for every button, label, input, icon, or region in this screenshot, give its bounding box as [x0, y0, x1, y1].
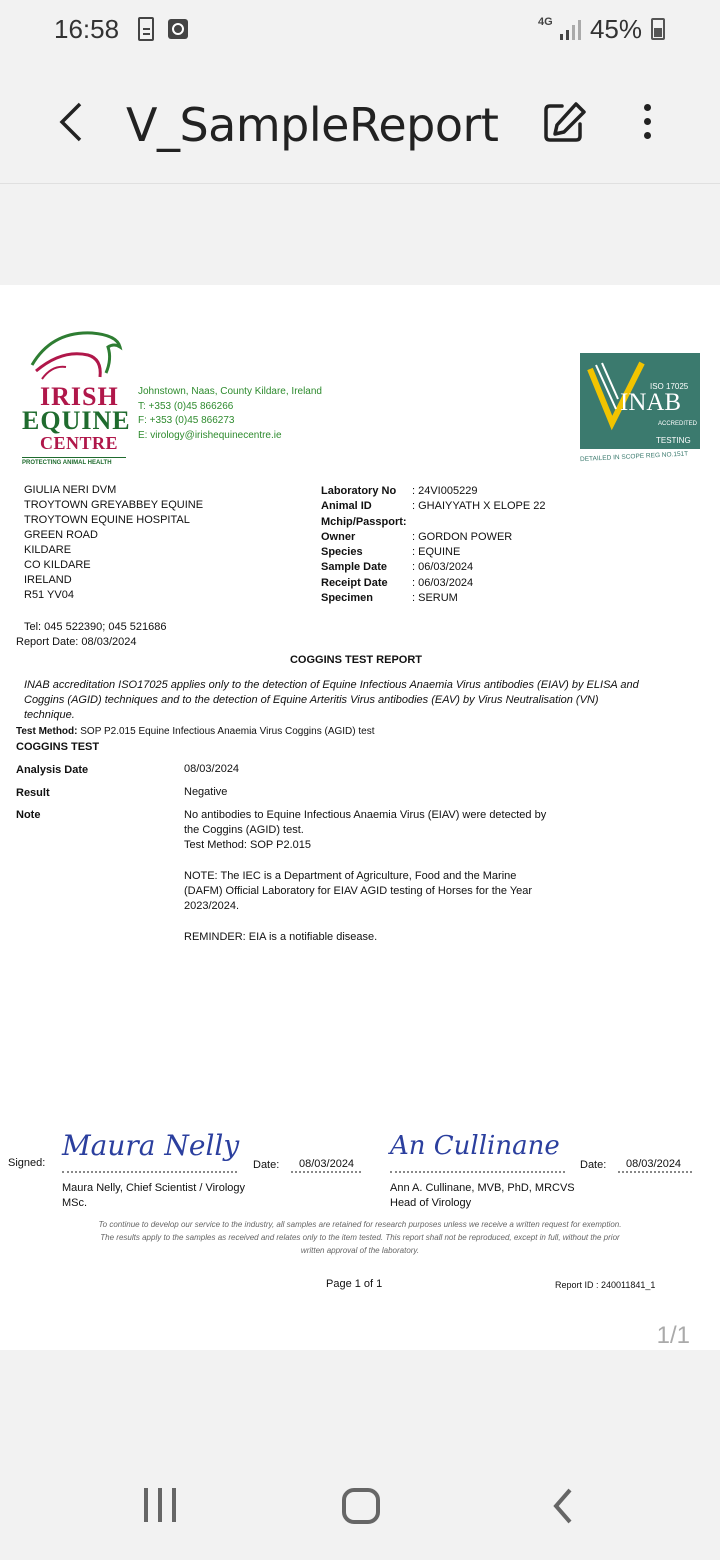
clipboard-icon — [138, 17, 154, 41]
lab-fax: F: +353 (0)45 866273 — [138, 415, 235, 426]
analysis-date-value: 08/03/2024 — [184, 763, 240, 775]
battery-icon — [651, 18, 665, 40]
inab-logo: ISO 17025 INAB ACCREDITED TESTING DETAILED IN SCOPE REG NO.151T — [580, 353, 700, 463]
reminder-text: REMINDER: EIA is a notifiable disease. — [184, 931, 378, 943]
navigation-bar — [0, 1352, 720, 1560]
report-title: COGGINS TEST REPORT — [289, 654, 422, 666]
lab-email: E: virology@irishequinecentre.ie — [138, 430, 282, 441]
result-label: Result — [16, 787, 50, 799]
signal-icon — [560, 18, 582, 40]
accreditation-note: INAB accreditation ISO17025 applies only to the detection of Equine Infectious Anaemia Virus antibodies (EIAV) by ELISA and Coggins (AGID) techniques and to the detection of Equine Arteritis Virus antibodies (EAV) by Virus Neutralisation (VN) technique. — [24, 679, 639, 721]
battery-percent: 45% — [589, 14, 642, 44]
test-method: Test Method: SOP P2.015 Equine Infectious Anaemia Virus Coggins (AGID) test — [16, 726, 375, 737]
home-icon[interactable] — [342, 1488, 380, 1524]
page-count-indicator: 1/1 — [656, 1322, 690, 1349]
edit-icon[interactable] — [542, 100, 588, 144]
date-label-2: Date: — [580, 1159, 607, 1171]
recipient-address: GIULIA NERI DVM TROYTOWN GREYABBEY EQUINE TROYTOWN EQUINE HOSPITAL GREEN ROAD KILDARE CO KILDARE IRELAND R51 YV04 — [24, 484, 204, 601]
analysis-date-label: Analysis Date — [16, 764, 89, 776]
result-value: Negative — [184, 786, 228, 798]
network-type: 4G — [538, 16, 553, 28]
clock-icon — [168, 19, 188, 39]
signature-1-date: 08/03/2024 — [299, 1158, 355, 1170]
signature-2-name: Ann A. Cullinane, MVB, PhD, MRCVS Head of Virology — [390, 1182, 575, 1209]
app-bar-divider — [0, 183, 720, 184]
page-number: Page 1 of 1 — [326, 1278, 383, 1290]
back-icon[interactable] — [550, 1486, 576, 1526]
date-2-line — [618, 1171, 692, 1173]
iec-logo: IRISH EQUINE CENTRE PROTECTING ANIMAL HEALTH — [22, 325, 132, 475]
signature-2: An Cullinane — [390, 1131, 560, 1161]
note-text: No antibodies to Equine Infectious Anaemia Virus (EIAV) were detected by the Coggins (AGID) test. Test Method: SOP P2.015 — [184, 809, 547, 851]
lab-tel: T: +353 (0)45 866266 — [138, 401, 234, 412]
more-vert-icon[interactable] — [638, 100, 656, 144]
horse-logo-icon — [22, 325, 132, 385]
back-chevron-icon[interactable] — [56, 100, 92, 144]
status-time: 16:58 — [54, 14, 120, 44]
document-page[interactable]: IRISH EQUINE CENTRE PROTECTING ANIMAL HEALTH Johnstown, Naas, County Kildare, Ireland T: +353 (0)45 866266 F: +353 (0)45 866273 E: virology@irishequinecentre.ie ISO 17025 INAB ACCREDITED TESTING DETAILED IN SCOPE REG NO.151T GIULIA NERI DVM TROYTOWN GREYABBEY EQUINE TROYTOWN EQUINE HOSPITAL GREEN ROAD KILDARE CO KILDARE IRELAND R51 YV04 Laboratory No : 24VI005229 Animal ID : GHAIYYATH X ELOPE 22 Mchip/Passport: Owner : GORDON POWER Species : EQUINE Sample Date : 06/03/2024 Receipt Date : 06/03/2024 Specimen : SERUM Tel: 045 522390; 045 521686 Report Date: 08/03/2024 COGGINS TEST REPORT INAB accreditation ISO17025 applies only to the detection of Equine Infectious Anaemia Virus antibodies (EIAV) by ELISA and Coggins (AGID) techniques and to the detection of Equine Arteritis Virus antibodies (EAV) by Virus Neutralisation (VN) technique. Test Method: SOP P2.015 Equine Infectious Anaemia Virus Coggins (AGID) test COGGINS TEST Analysis Date 08/03/2024 Result Negative Note No antibodies to Equine Infectious Anaemia Virus (EIAV) were detected by the Coggins (AGID) test. Test Method: SOP P2.015 NOTE: The IEC is a Department of Agriculture, Food and the Marine (DAFM) Official Laboratory for EIAV AGID testing of Horses for the Year 2023/2024. REMINDER: EIA is a notifiable disease. Signed: Maura Nelly Date: 08/03/2024 Maura Nelly, Chief Scientist / Virology MSc. An Cullinane Date: 08/03/2024 Ann A. Cullinane, MVB, PhD, MRCVS Head of Virology To continue to develop our service to the industry, all samples are retained for research purposes unless we receive a written request for exemption. The results apply to the samples as received and relates only to the item tested. This report shall not be reproduced, except in full, without the prior written approval of the laboratory. Page 1 of 1 Report ID : 240011841_1 — [0, 285, 720, 1350]
signature-1-name: Maura Nelly, Chief Scientist / Virology MSc. — [62, 1182, 245, 1209]
footer-disclaimer: To continue to develop our service to the industry, all samples are retained for research purposes unless we receive a written request for exemption. The results apply to the samples as received and relates only to the item tested. This report shall not be reproduced, except in full, without the prior written approval of the laboratory. — [98, 1220, 622, 1255]
signature-1-line — [62, 1171, 237, 1173]
report-date: Report Date: 08/03/2024 — [16, 636, 137, 648]
recipient-tel: Tel: 045 522390; 045 521686 — [24, 621, 167, 633]
signature-2-date: 08/03/2024 — [626, 1158, 682, 1170]
signature-1: Maura Nelly — [62, 1129, 240, 1162]
signature-2-line — [390, 1171, 565, 1173]
document-title: V_SampleReport — [126, 98, 499, 152]
section-title: COGGINS TEST — [16, 741, 100, 753]
note-label: Note — [16, 809, 41, 821]
report-id: Report ID : 240011841_1 — [555, 1280, 656, 1290]
date-label-1: Date: — [253, 1159, 280, 1171]
lab-address: Johnstown, Naas, County Kildare, Ireland — [138, 386, 322, 397]
signed-label: Signed: — [8, 1157, 46, 1169]
dafm-note: NOTE: The IEC is a Department of Agriculture, Food and the Marine (DAFM) Official Laboratory for EIAV AGID testing of Horses for the Year 2023/2024. — [184, 870, 533, 912]
recents-icon[interactable] — [144, 1488, 178, 1524]
date-1-line — [291, 1171, 361, 1173]
